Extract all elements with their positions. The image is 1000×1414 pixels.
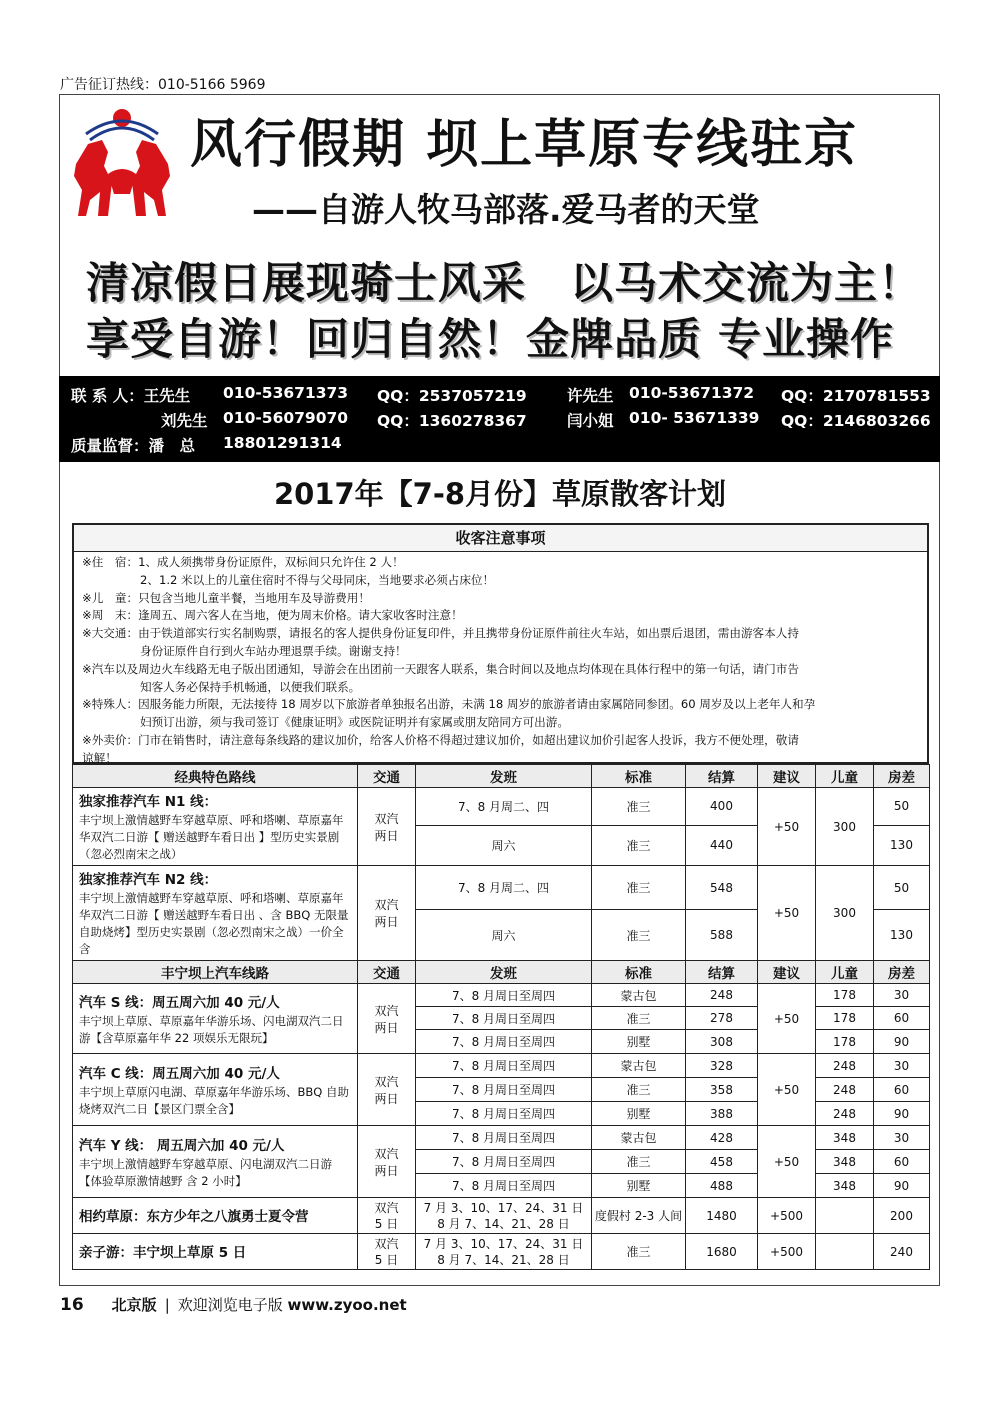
route-camp bbox=[73, 1198, 358, 1234]
suggest-cell: +500 bbox=[758, 1234, 816, 1270]
price-cell: 428 bbox=[686, 1126, 758, 1150]
quality-supervisor: 质量监督：潘 总 bbox=[71, 437, 196, 455]
transport-cell: 双汽 两日 bbox=[358, 984, 416, 1054]
col-price: 结算 bbox=[686, 961, 758, 984]
standard-cell: 准三 bbox=[592, 1078, 686, 1102]
note-line: ※特殊人：因服务能力所限，无法接待 18 周岁以下旅游者单独报名出游，未满 18 周岁的旅游者请由家属陪同参团。60 周岁及以上老年人和孕 bbox=[82, 697, 816, 712]
phone-wang: 010-53671373 bbox=[223, 384, 349, 402]
departure-cell: 7、8 月周日至周四 bbox=[416, 1054, 592, 1078]
child-cell: 178 bbox=[816, 1030, 874, 1054]
standard-cell: 别墅 bbox=[592, 1102, 686, 1126]
diff-cell: 130 bbox=[874, 910, 930, 961]
col-room-diff: 房差 bbox=[874, 961, 930, 984]
price-cell: 440 bbox=[686, 825, 758, 865]
col-departure: 发班 bbox=[416, 765, 592, 788]
ad-hotline: 广告征订热线：010-5166 5969 bbox=[60, 77, 266, 93]
child-cell: 348 bbox=[816, 1174, 874, 1198]
route-title: 汽车 S 线：周五周六加 40 元/人 bbox=[79, 994, 280, 1011]
child-cell: 248 bbox=[816, 1102, 874, 1126]
diff-cell: 60 bbox=[874, 1078, 930, 1102]
notes-box bbox=[72, 523, 929, 764]
footer bbox=[60, 1294, 407, 1315]
suggest-cell: +50 bbox=[758, 984, 816, 1054]
contact-wang: 联 系 人：王先生 bbox=[71, 387, 191, 405]
route-title: 相约草原：东方少年之八旗勇士夏令营 bbox=[79, 1208, 309, 1225]
standard-cell: 准三 bbox=[592, 866, 686, 910]
route-title: 亲子游：丰宁坝上草原 5 日 bbox=[79, 1244, 247, 1261]
col-standard: 标准 bbox=[592, 961, 686, 984]
child-cell: 248 bbox=[816, 1078, 874, 1102]
note-line: 知客人务必保持手机畅通，以便我们联系。 bbox=[82, 679, 361, 694]
table-row bbox=[73, 1198, 930, 1234]
child-cell: 300 bbox=[816, 866, 874, 961]
main-title: 风行假期 坝上草原专线驻京 bbox=[190, 115, 859, 175]
suggest-cell: +50 bbox=[758, 788, 816, 866]
transport-cell: 双汽 两日 bbox=[358, 1126, 416, 1198]
route-desc: 丰宁坝上草原、草原嘉年华游乐场、闪电湖双汽二日游【含草原嘉年华 22 项娱乐无限玩】 bbox=[79, 1013, 344, 1045]
note-line: ※住 宿：1、成人须携带身份证原件，双标间只允许住 2 人！ bbox=[82, 555, 404, 569]
phone-liu: 010-56079070 bbox=[223, 409, 349, 427]
departure-cell: 7、8 月周日至周四 bbox=[416, 1078, 592, 1102]
notes-list bbox=[82, 554, 920, 768]
route-family bbox=[73, 1234, 358, 1270]
page-number: 16 bbox=[60, 1295, 84, 1315]
transport-cell: 双汽 两日 bbox=[358, 1054, 416, 1126]
price-cell: 328 bbox=[686, 1054, 758, 1078]
qq-yan: QQ：2146803266 bbox=[781, 412, 931, 430]
qq-xu: QQ：2170781553 bbox=[781, 387, 931, 405]
col-departure: 发班 bbox=[416, 961, 592, 984]
transport-cell: 双汽 两日 bbox=[358, 788, 416, 866]
price-cell: 308 bbox=[686, 1030, 758, 1054]
col-suggest: 建议 bbox=[758, 961, 816, 984]
transport-cell: 双汽 5 日 bbox=[358, 1198, 416, 1234]
diff-cell: 90 bbox=[874, 1030, 930, 1054]
footer-separator: | bbox=[164, 1296, 170, 1314]
price-cell: 548 bbox=[686, 866, 758, 910]
route-n1 bbox=[73, 788, 358, 866]
footer-text: 欢迎浏览电子版 bbox=[177, 1296, 283, 1314]
table-row bbox=[73, 984, 930, 1007]
diff-cell: 60 bbox=[874, 1007, 930, 1030]
price-cell: 458 bbox=[686, 1150, 758, 1174]
price-cell: 388 bbox=[686, 1102, 758, 1126]
departure-cell: 7、8 月周日至周四 bbox=[416, 984, 592, 1007]
slogan-line-1: 清凉假日展现骑士风采 以马术交流为主！ bbox=[86, 259, 922, 309]
route-title: 汽车 Y 线： 周五周六加 40 元/人 bbox=[79, 1137, 285, 1154]
child-cell: 178 bbox=[816, 984, 874, 1007]
transport-cell: 双汽 两日 bbox=[358, 866, 416, 961]
qq-liu: QQ：1360278367 bbox=[377, 412, 527, 430]
diff-cell: 90 bbox=[874, 1174, 930, 1198]
contact-yan: 闫小姐 bbox=[567, 412, 614, 430]
col-transport: 交通 bbox=[358, 961, 416, 984]
route-desc: 丰宁坝上激情越野车穿越草原、闪电湖双汽二日游【体验草原激情越野 含 2 小时】 bbox=[79, 1156, 332, 1188]
table-row bbox=[73, 1234, 930, 1270]
diff-cell: 130 bbox=[874, 825, 930, 865]
suggest-cell: +50 bbox=[758, 1126, 816, 1198]
standard-cell: 蒙古包 bbox=[592, 984, 686, 1007]
departure-cell: 7、8 月周日至周四 bbox=[416, 1126, 592, 1150]
phone-yan: 010- 53671339 bbox=[629, 409, 760, 427]
child-cell: 178 bbox=[816, 1007, 874, 1030]
phone-supervisor: 18801291314 bbox=[223, 434, 342, 452]
table-row bbox=[73, 788, 930, 826]
price-cell: 358 bbox=[686, 1078, 758, 1102]
price-cell: 1680 bbox=[686, 1234, 758, 1270]
horse-logo-icon bbox=[68, 104, 176, 222]
child-cell: 300 bbox=[816, 788, 874, 866]
standard-cell: 准三 bbox=[592, 1150, 686, 1174]
standard-cell: 准三 bbox=[592, 788, 686, 826]
note-line: ※外卖价：门市在销售时，请注意每条线路的建议加价，给客人价格不得超过建议加价，如超出建议加价引起客人投诉，我方不便处理，敬请 bbox=[82, 732, 799, 747]
edition-label: 北京版 bbox=[111, 1296, 157, 1314]
diff-cell: 60 bbox=[874, 1150, 930, 1174]
child-cell bbox=[816, 1234, 874, 1270]
diff-cell: 50 bbox=[874, 788, 930, 826]
col-room-diff: 房差 bbox=[874, 765, 930, 788]
diff-cell: 240 bbox=[874, 1234, 930, 1270]
departure-cell: 周六 bbox=[416, 825, 592, 865]
departure-cell: 7 月 3、10、17、24、31 日 8 月 7、14、21、28 日 bbox=[416, 1234, 592, 1270]
note-line: 2、1.2 米以上的儿童住宿时不得与父母同床，当地要求必须占床位！ bbox=[82, 572, 495, 587]
child-cell: 348 bbox=[816, 1126, 874, 1150]
note-line: ※汽车以及周边火车线路无电子版出团通知，导游会在出团前一天跟客人联系，集合时间以及地点均体现在具体行程中的第一句话，请门市告 bbox=[82, 661, 799, 676]
diff-cell: 50 bbox=[874, 866, 930, 910]
col-standard: 标准 bbox=[592, 765, 686, 788]
standard-cell: 度假村 2-3 人间 bbox=[592, 1198, 686, 1234]
subtitle: ——自游人牧马部落.爱马者的天堂 bbox=[252, 190, 760, 229]
table-header-row bbox=[73, 765, 930, 788]
departure-cell: 7、8 月周日至周四 bbox=[416, 1174, 592, 1198]
table-row bbox=[73, 1126, 930, 1150]
note-line: ※周 末：逢周五、周六客人在当地，便为周末价格。请大家收客时注意！ bbox=[82, 608, 463, 623]
notes-heading: 收客注意事项 bbox=[74, 525, 927, 552]
suggest-cell: +50 bbox=[758, 1054, 816, 1126]
route-table bbox=[72, 764, 930, 1270]
standard-cell: 准三 bbox=[592, 910, 686, 961]
price-cell: 488 bbox=[686, 1174, 758, 1198]
contact-liu: 刘先生 bbox=[161, 412, 208, 430]
transport-cell: 双汽 5 日 bbox=[358, 1234, 416, 1270]
route-title: 独家推荐汽车 N2 线： bbox=[79, 872, 218, 888]
table-header-row bbox=[73, 961, 930, 984]
price-cell: 278 bbox=[686, 1007, 758, 1030]
slogan-line-2: 享受自游！回归自然！金牌品质 专业操作 bbox=[86, 315, 894, 365]
col-price: 结算 bbox=[686, 765, 758, 788]
note-line: 身份证原件自行到火车站办理退票手续。谢谢支持！ bbox=[82, 643, 407, 658]
note-line: ※大交通：由于铁道部实行实名制购票，请报名的客人提供身份证复印件，并且携带身份证原件前往火车站，如出票后退团，需由游客本人持 bbox=[82, 626, 799, 641]
diff-cell: 30 bbox=[874, 1126, 930, 1150]
phone-xu: 010-53671372 bbox=[629, 384, 755, 402]
note-line: ※儿 童：只包含当地儿童半餐，当地用车及导游费用！ bbox=[82, 590, 370, 605]
col-transport: 交通 bbox=[358, 765, 416, 788]
departure-cell: 7、8 月周日至周四 bbox=[416, 1150, 592, 1174]
suggest-cell: +50 bbox=[758, 866, 816, 961]
col-suggest: 建议 bbox=[758, 765, 816, 788]
plan-title: 2017年【7-8月份】草原散客计划 bbox=[273, 477, 727, 511]
standard-cell: 准三 bbox=[592, 1234, 686, 1270]
price-cell: 248 bbox=[686, 984, 758, 1007]
departure-cell: 周六 bbox=[416, 910, 592, 961]
departure-cell: 7 月 3、10、17、24、31 日 8 月 7、14、21、28 日 bbox=[416, 1198, 592, 1234]
website-link[interactable]: www.zyoo.net bbox=[287, 1296, 407, 1314]
note-line: 谅解！ bbox=[82, 750, 117, 765]
route-title: 独家推荐汽车 N1 线： bbox=[79, 794, 218, 810]
table-row bbox=[73, 866, 930, 910]
table-row bbox=[73, 1054, 930, 1078]
note-line: 妇预订出游，须与我司签订《健康证明》或医院证明并有家属或朋友陪同方可出游。 bbox=[82, 715, 569, 730]
diff-cell: 200 bbox=[874, 1198, 930, 1234]
diff-cell: 30 bbox=[874, 1054, 930, 1078]
price-cell: 400 bbox=[686, 788, 758, 826]
qq-wang: QQ：2537057219 bbox=[377, 387, 527, 405]
route-desc: 丰宁坝上草原闪电湖、草原嘉年华游乐场、BBQ 自助烧烤双汽二日【景区门票全含】 bbox=[79, 1084, 349, 1116]
contact-xu: 许先生 bbox=[567, 387, 614, 405]
col-route: 丰宁坝上汽车线路 bbox=[73, 961, 358, 984]
route-n2 bbox=[73, 866, 358, 961]
child-cell: 248 bbox=[816, 1054, 874, 1078]
route-y bbox=[73, 1126, 358, 1198]
price-cell: 588 bbox=[686, 910, 758, 961]
contact-bar bbox=[59, 376, 940, 462]
child-cell: 348 bbox=[816, 1150, 874, 1174]
route-c bbox=[73, 1054, 358, 1126]
departure-cell: 7、8 月周日至周四 bbox=[416, 1102, 592, 1126]
departure-cell: 7、8 月周二、四 bbox=[416, 788, 592, 826]
standard-cell: 别墅 bbox=[592, 1174, 686, 1198]
standard-cell: 准三 bbox=[592, 825, 686, 865]
route-title: 汽车 C 线：周五周六加 40 元/人 bbox=[79, 1065, 280, 1082]
standard-cell: 蒙古包 bbox=[592, 1054, 686, 1078]
route-desc: 丰宁坝上激情越野车穿越草原、呼和塔喇、草原嘉年华双汽二日游【 赠送越野车看日出 】型历史实景剧（忽必烈南宋之战） bbox=[79, 813, 344, 861]
standard-cell: 准三 bbox=[592, 1007, 686, 1030]
departure-cell: 7、8 月周二、四 bbox=[416, 866, 592, 910]
price-cell: 1480 bbox=[686, 1198, 758, 1234]
suggest-cell: +500 bbox=[758, 1198, 816, 1234]
child-cell bbox=[816, 1198, 874, 1234]
col-child: 儿童 bbox=[816, 765, 874, 788]
diff-cell: 90 bbox=[874, 1102, 930, 1126]
standard-cell: 蒙古包 bbox=[592, 1126, 686, 1150]
col-route: 经典特色路线 bbox=[73, 765, 358, 788]
standard-cell: 别墅 bbox=[592, 1030, 686, 1054]
diff-cell: 30 bbox=[874, 984, 930, 1007]
departure-cell: 7、8 月周日至周四 bbox=[416, 1030, 592, 1054]
route-s bbox=[73, 984, 358, 1054]
col-child: 儿童 bbox=[816, 961, 874, 984]
route-desc: 丰宁坝上激情越野车穿越草原、呼和塔喇、草原嘉年华双汽二日游【 赠送越野车看日出 、含 BBQ 无限量自助烧烤】型历史实景剧（忽必烈南宋之战）一价全含 bbox=[79, 891, 349, 956]
departure-cell: 7、8 月周日至周四 bbox=[416, 1007, 592, 1030]
